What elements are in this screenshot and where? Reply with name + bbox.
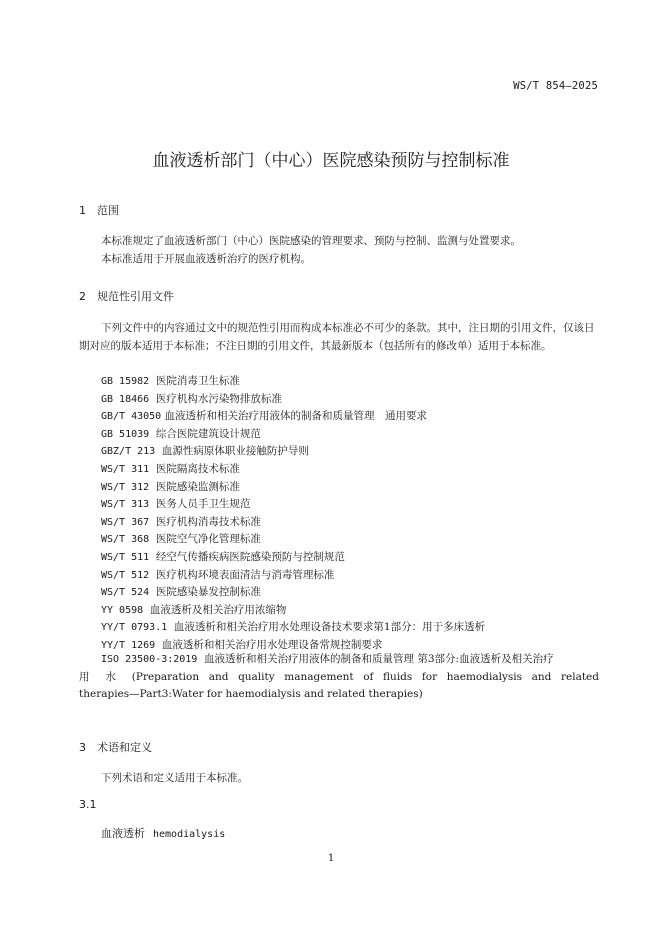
reference-item bbox=[101, 619, 601, 637]
reference-title: 血液透析及相关治疗用浓缩物 bbox=[149, 603, 287, 616]
reference-item bbox=[101, 514, 601, 532]
reference-code: WS/T 511 bbox=[101, 551, 150, 563]
section-title: 规范性引用文件 bbox=[97, 290, 174, 303]
reference-code: WS/T 368 bbox=[101, 534, 150, 546]
reference-item bbox=[101, 602, 601, 620]
iso-line-3: therapies—Part3:Water for haemodialysis and related therapies) bbox=[79, 688, 423, 701]
section-title: 范围 bbox=[97, 204, 119, 217]
reference-code: GB 15982 bbox=[101, 376, 150, 387]
scope-paragraph-2: 本标准适用于开展血液透析治疗的医疗机构。 bbox=[101, 253, 311, 265]
reference-title: 医院隔离技术标准 bbox=[155, 462, 240, 475]
reference-title: 血液透析和相关治疗用液体的制备和质量管理 通用要求 bbox=[164, 410, 428, 423]
page-number: 1 bbox=[327, 853, 335, 864]
reference-item bbox=[101, 443, 601, 461]
term-english: hemodialysis bbox=[153, 829, 226, 840]
reference-item bbox=[101, 479, 601, 497]
iso-line-1 bbox=[79, 651, 599, 669]
reference-code: YY/T 0793.1 bbox=[101, 622, 168, 634]
reference-title: 医院空气净化管理标准 bbox=[155, 533, 261, 546]
reference-item bbox=[101, 531, 601, 549]
reference-title: 综合医院建筑设计规范 bbox=[155, 427, 261, 440]
reference-code: WS/T 311 bbox=[101, 463, 150, 475]
term-entry bbox=[101, 825, 225, 841]
section-title: 术语和定义 bbox=[97, 741, 152, 754]
reference-item bbox=[101, 426, 601, 444]
term-chinese: 血液透析 bbox=[101, 827, 145, 840]
reference-code: WS/T 312 bbox=[101, 481, 150, 493]
reference-item bbox=[101, 373, 601, 391]
reference-title: 经空气传播疾病医院感染预防与控制规范 bbox=[155, 550, 345, 563]
reference-title: 医务人员手卫生规范 bbox=[155, 498, 251, 511]
reference-title: 医疗机构环境表面清洁与消毒管理标准 bbox=[155, 568, 335, 581]
reference-code: ISO 23500-3:2019 bbox=[101, 654, 198, 665]
clause-number: 3.1 bbox=[79, 798, 97, 811]
reference-code: GB/T 43050 bbox=[101, 411, 162, 423]
section-3-heading bbox=[79, 739, 152, 755]
scope-paragraph-1: 本标准规定了血液透析部门（中心）医院感染的管理要求、预防与控制、监测与处置要求。 bbox=[101, 235, 521, 247]
reference-title: 医院消毒卫生标准 bbox=[155, 375, 240, 387]
reference-title: 血液透析和相关治疗用水处理设备常规控制要求 bbox=[161, 638, 383, 651]
reference-item bbox=[101, 461, 601, 479]
reference-list bbox=[101, 373, 601, 655]
reference-item bbox=[101, 549, 601, 567]
reference-code: WS/T 367 bbox=[101, 516, 150, 528]
reference-code: YY 0598 bbox=[101, 604, 144, 616]
reference-item-iso bbox=[79, 651, 599, 704]
reference-code: WS/T 313 bbox=[101, 499, 150, 511]
document-title: 血液透析部门（中心）医院感染预防与控制标准 bbox=[152, 151, 510, 171]
standard-number: WS/T 854—2025 bbox=[513, 80, 598, 92]
reference-code: GB 18466 bbox=[101, 393, 150, 405]
terms-intro-paragraph: 下列术语和定义适用于本标准。 bbox=[101, 772, 248, 784]
reference-title: 血液透析和相关治疗用水处理设备技术要求第1部分：用于多床透析 bbox=[173, 621, 486, 634]
section-1-heading bbox=[79, 202, 119, 218]
reference-item bbox=[101, 391, 601, 409]
reference-item bbox=[101, 567, 601, 585]
reference-item bbox=[101, 496, 601, 514]
section-number: 1 bbox=[79, 204, 86, 217]
iso-line-2: 用 水 (Preparation and quality management of fluids for haemodialysis and related bbox=[79, 670, 599, 683]
reference-code: GBZ/T 213 bbox=[101, 446, 156, 458]
reference-title: 医院感染监测标准 bbox=[155, 480, 240, 493]
normative-intro-paragraph: 下列文件中的内容通过文中的规范性引用而构成本标准必不可少的条款。其中，注日期的引用文件，仅该日期对应的版本适用于本标准；不注日期的引用文件，其最新版本（包括所有的修改单）适用于本标准。 bbox=[79, 322, 595, 352]
reference-title: 血源性病原体职业接触防护导则 bbox=[161, 445, 309, 458]
reference-title: 血液透析和相关治疗用液体的制备和质量管理 第3部分:血液透析及相关治疗 bbox=[204, 653, 554, 665]
section-number: 2 bbox=[79, 290, 86, 303]
reference-code: YY/T 1269 bbox=[101, 639, 156, 651]
reference-code: WS/T 512 bbox=[101, 569, 150, 581]
reference-item bbox=[101, 408, 601, 426]
section-number: 3 bbox=[79, 741, 86, 754]
section-2-heading bbox=[79, 288, 174, 304]
reference-code: WS/T 524 bbox=[101, 587, 150, 599]
reference-title: 医疗机构消毒技术标准 bbox=[155, 515, 261, 528]
reference-code: GB 51039 bbox=[101, 428, 150, 440]
reference-title: 医院感染暴发控制标准 bbox=[155, 586, 261, 599]
reference-title: 医疗机构水污染物排放标准 bbox=[155, 392, 282, 405]
reference-item bbox=[101, 584, 601, 602]
